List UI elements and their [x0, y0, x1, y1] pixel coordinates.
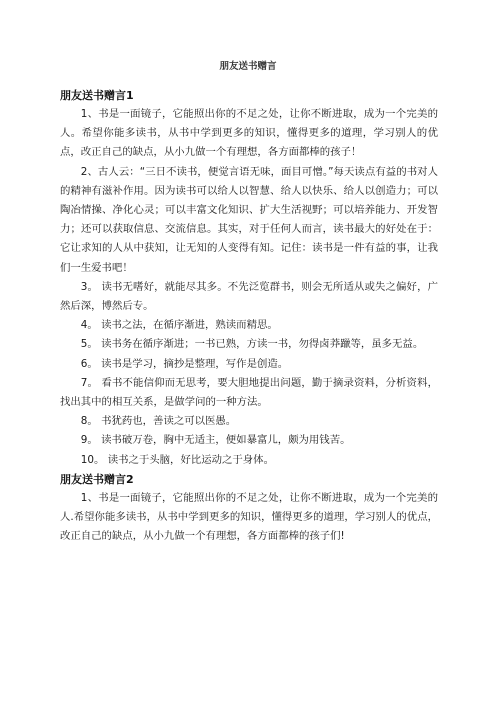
- paragraph: 2、古人云：“三日不读书，便觉言语无味，面目可憎。”每天读点有益的书对人的精神有滋补作用。因为读书可以给人以智慧、给人以快乐、给人以创造力；可以陶冶情操、净化心灵；可以丰富文化知识、扩大生活视野；可以培养能力、开发智力；还可以获取信息、交流信息。其实，对于任何人而言，读书最大的好处在于：它让求知的人从中获知，让无知的人变得有知。记住：读书是一件有益的事，让我们一生爱书吧！: [60, 165, 438, 274]
- section-heading-2: 朋友送书赠言2: [60, 472, 134, 486]
- paragraph: 9。 读书破万卷，胸中无适主，便如暴富儿，颇为用钱苦。: [80, 434, 351, 447]
- paragraph: 5。 读书务在循序渐进；一书已熟，方读一书，勿得卤莽躐等，虽多无益。: [80, 338, 424, 351]
- paragraph: 7。 看书不能信仰而无思考，要大胆地提出问题，勤于摘录资料，分析资料，找出其中的相互关系，是做学问的一种方法。: [60, 376, 438, 409]
- document-title: 朋友送书赠言: [219, 61, 277, 72]
- paragraph: 8。 书犹药也，善读之可以医愚。: [80, 415, 237, 428]
- paragraph: 1、书是一面镜子，它能照出你的不足之处，让你不断进取，成为一个完美的人.希望你能多读书，从书中学到更多的知识，懂得更多的道理，学习别人的优点，改正自己的缺点，从小九做一个有理想，各方面都棒的孩子们!: [60, 491, 438, 543]
- paragraph: 10。 读书之于头脑，好比运动之于身体。: [80, 453, 274, 466]
- document-body: [60, 86, 438, 546]
- section-heading-1: 朋友送书赠言1: [60, 89, 134, 102]
- paragraph: 1、书是一面镜子，它能照出你的不足之处，让你不断进取，成为一个完美的人。希望你能多读书，从书中学到更多的知识，懂得更多的道理，学习别人的优点，改正自己的缺点，从小九做一个有理想，各方面都棒的孩子！: [60, 108, 438, 159]
- paragraph: 4。 读书之法，在循序渐进，熟读而精思。: [80, 319, 278, 332]
- paragraph: 3。 读书无嗜好，就能尽其多。不先泛览群书，则会无所适从或失之偏好，广然后深，博然后专。: [60, 280, 438, 313]
- paragraph: 6。 读书是学习，摘抄是整理，写作是创造。: [80, 357, 289, 370]
